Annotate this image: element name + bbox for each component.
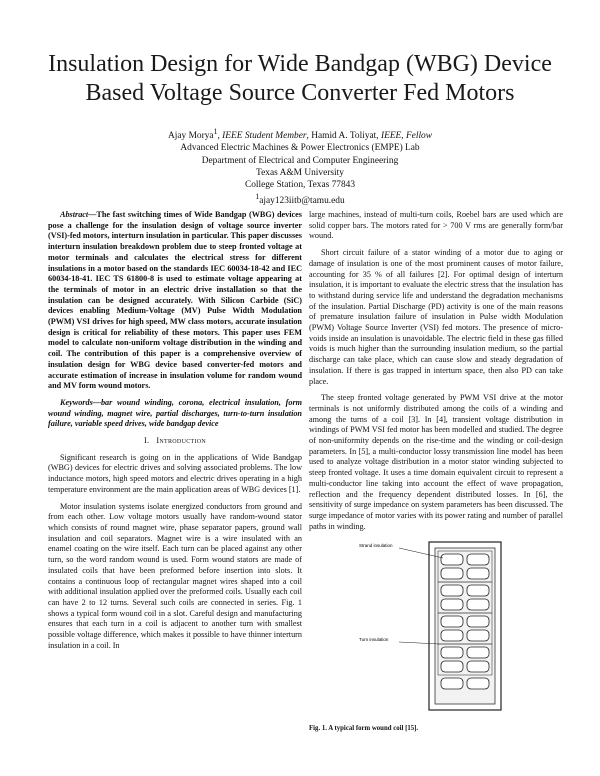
intro-paragraph-4: Short circuit failure of a stator winding of a motor due to aging or damage of insulation is one of the most prominent causes of motor failure, accounting for 35 % of all failures [2]. For optimal design of interturn insulation, it is important to evaluate the electric stress that the insulation has to withstand during service life and understand the degradation mechanisms of the insulation. Partial Discharge (PD) activity is one of the main reasons of premature insulation failure of insulation in Pulse width Modulation (PWM) Voltage Source Inverter (VSI) fed motors. The presence of micro-voids inside an insulation is unavoidable. The electric field in these gas filled voids is much higher than the surrounding insulation medium, so the partial discharge can take place, which can cause slow and steady degradation of insulation. If there is gas trapped in interturn space, then also PD can take place. [309,248,563,386]
label-strand-insulation: Strand insulation [359,543,393,549]
intro-paragraph-3: large machines, instead of multi-turn coils, Roebel bars are used which are solid copper bars. The motors rated for > 700 V rms are generally form/bar wound. [309,210,563,241]
intro-paragraph-5: The steep fronted voltage generated by PWM VSI drive at the motor terminals is not uniformly distributed among the coils of a winding and among the turns of a coil [3]. In [4], transient voltage distribution in windings of PWM VSI fed motor has been modelled and studied. The degree of non-uniformity depends on the rise-time and the winding or coil-design parameters. In [5], a multi-conductor lossy transmission line model has been used to analyze voltage distribution in a motor stator winding subjected to steep fronted voltage. It uses a time domain equivalent circuit to represent a multi-conductor line taking into account the effect of wave propagation, reflection and the frequency dependent distributed losses. In [6], the sensitivity of surge impedance on system parameters has been discussed. The surge impedance of motor varies with its power rating and number of parallel paths in winding. [309,393,563,531]
form-wound-coil-diagram [359,538,509,718]
right-column [309,210,563,733]
section-heading-introduction: I. Introduction [143,436,207,446]
author-city: College Station, Texas 77843 [244,179,356,190]
keywords: Keywords—bar wound winding, corona, electrical insulation, form wound winding, magnet wire, partial discharges, turn-to-turn insulation failure, variable speed drives, wide bandgap device [48,397,302,429]
paper-title [20,50,580,108]
label-turn-insulation: Turn insulation [359,637,389,643]
author-email[interactable]: $^1$ajay123iitb@tamu.edu [255,192,345,207]
author-block [60,126,540,207]
author-university: Texas A&M University [256,167,344,178]
title-line-2: Based Voltage Source Converter Fed Motors [85,80,515,106]
left-column [48,210,302,657]
figure-1 [309,538,563,733]
author-department: Department of Electrical and Computer Engineering [201,155,399,166]
title-line-1: Insulation Design for Wide Bandgap (WBG) Device [48,51,552,77]
figure-1-caption: Fig. 1. A typical form wound coil [15]. [309,725,419,733]
intro-paragraph-1: Significant research is going on in the applications of Wide Bandgap (WBG) devices for electric drives and solving associated problems. The low inductance motors, high speed motors and electric drives operating in a high temperature environment are the main application areas of WBG devices [1]. [48,452,302,494]
abstract: Abstract—The fast switching times of Wide Bandgap (WBG) devices pose a challenge for the insulation design of voltage source inverter (VSI)-fed motors, interturn insulation in particular. This paper discusses interturn insulation breakdown problem due to steep fronted voltage at motor terminals and calculates the electrical stress for different insulations in a motor based on the standards IEC 60034-18-42 and IEC 60034-18-41. IEC TS 61800-8 is used to estimate voltage appearing at the terminals of motor in an electric drive installation so that the insulation can be designed accurately. With Silicon Carbide (SiC) devices enabling Medium-Voltage (MV) Pulse Width Modulation (PWM) VSI drives for high speed, MW class motors, accurate insulation design is critical for reliability of these motors. This paper uses FEM model to calculate non-uniform voltage distribution in the winding and coil. The contribution of this paper is a comprehensive overview of insulation design for WBG device based converter-fed motors and accurate estimation of increase in insulation volume for random wound and MV form wound motors. [48,210,302,391]
intro-paragraph-2: Motor insulation systems isolate energized conductors from ground and from each other. Low voltage motors usually have random-wound stator which consists of round magnet wire, phase separator papers, ground wall insulation and coil separators. Magnet wire is a wire insulated with an enamel coating on the wire itself. Each turn can be placed against any other turn, so the word random wound is used. Form wound stators are made of insulated coils that have been preformed before insertion into slots. It contains a continuous loop of rectangular magnet wires shaped into a coil with additional insulation applied over the preformed coils. Usually each coil can have 2 to 12 turns. Several such coils are connected in series. Fig. 1 shows a typical form wound coil in a slot. Careful design and manufacturing ensures that each turn in a coil is adjacent to another turn with smallest possible voltage difference, which makes it possible to have thinner interturn insulation in a coil. In [48,501,302,650]
author-lab: Advanced Electric Machines & Power Electronics (EMPE) Lab [180,143,420,154]
author-names: Ajay Morya$^1$, IEEE Student Member, Hamid A. Toliyat, IEEE, Fellow [168,127,432,142]
